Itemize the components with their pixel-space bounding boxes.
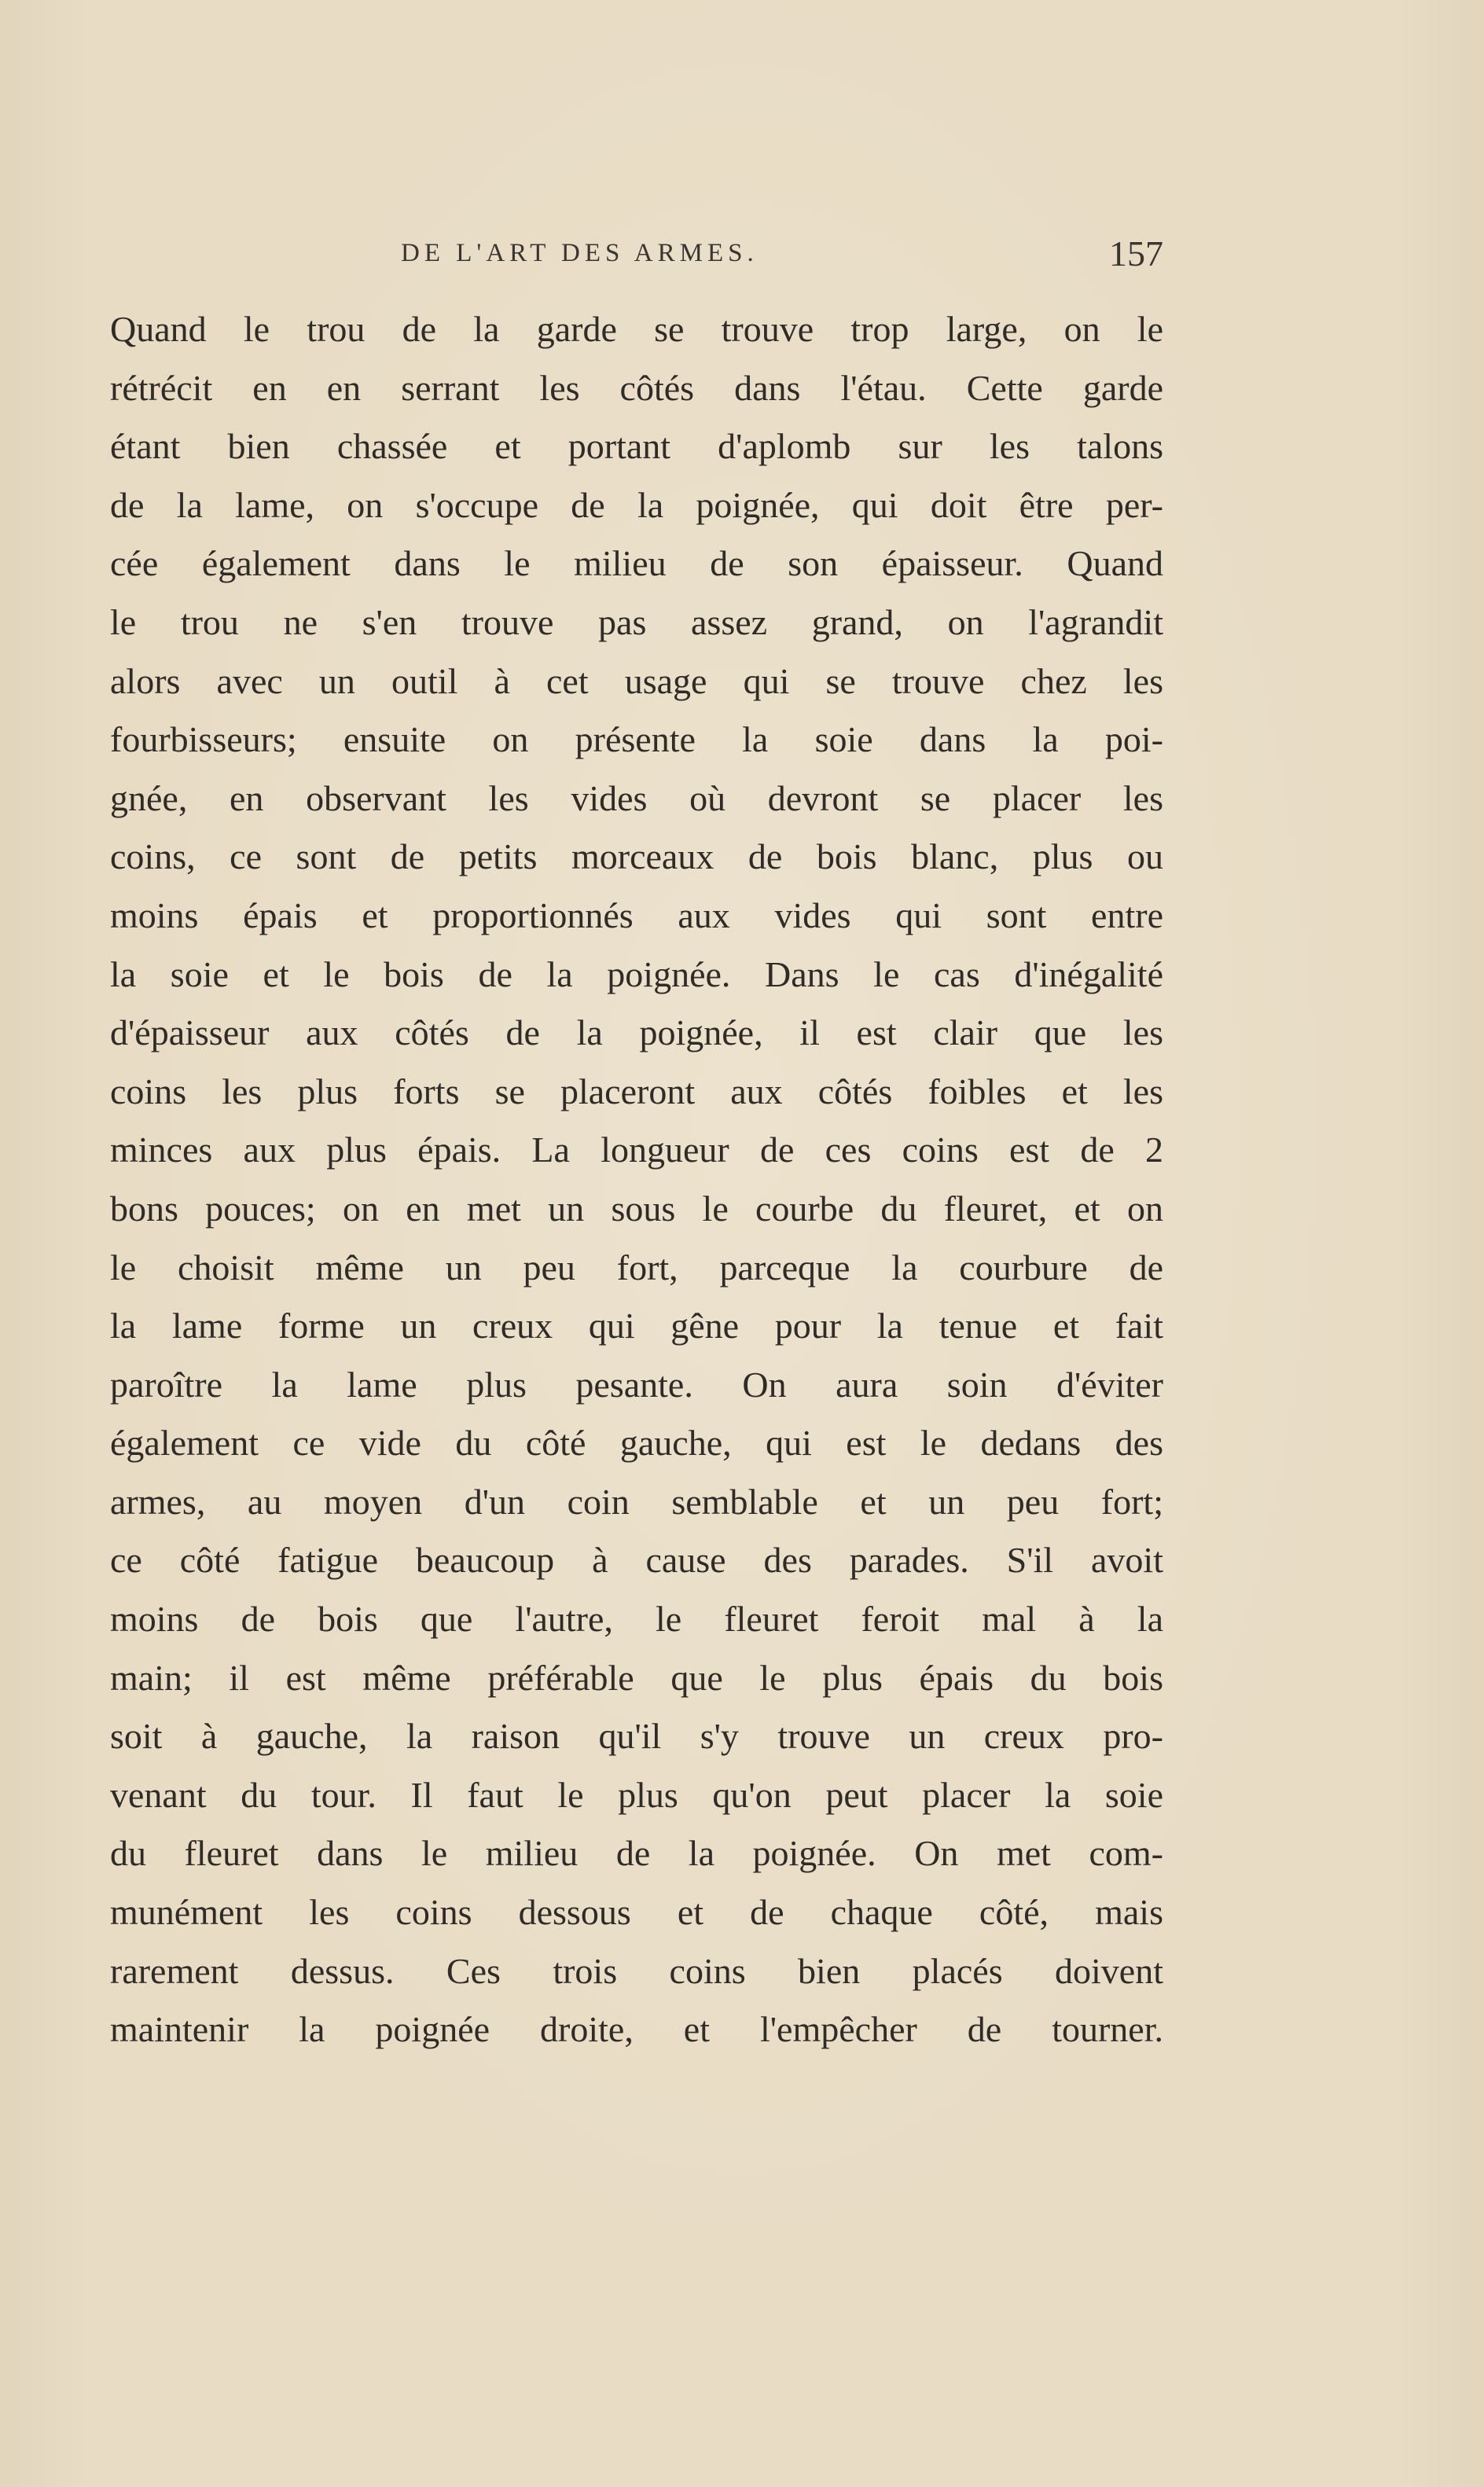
- text-line: également ce vide du côté gauche, qui est le dedans des: [110, 1423, 1163, 1464]
- text-line: du fleuret dans le milieu de la poignée. On met com-: [110, 1833, 1163, 1874]
- text-line: armes, au moyen d'un coin semblable et un peu fort;: [110, 1481, 1163, 1522]
- text-line: gnée, en observant les vides où devront se placer les: [110, 777, 1163, 818]
- text-line: coins les plus forts se placeront aux côtés foibles et les: [110, 1071, 1163, 1111]
- text-line: d'épaisseur aux côtés de la poignée, il est clair que les: [110, 1012, 1163, 1053]
- running-head: [110, 233, 1163, 280]
- text-line: munément les coins dessous et de chaque côté, mais: [110, 1892, 1163, 1933]
- text-line: alors avec un outil à cet usage qui se trouve chez les: [110, 660, 1163, 701]
- text-line: rarement dessus. Ces trois coins bien placés doivent: [110, 1950, 1163, 1991]
- text-line: bons pouces; on en met un sous le courbe du fleuret, et on: [110, 1188, 1163, 1229]
- text-line: cée également dans le milieu de son épaisseur. Quand: [110, 543, 1163, 584]
- text-line: de la lame, on s'occupe de la poignée, qui doit être per-: [110, 484, 1163, 525]
- text-line: minces aux plus épais. La longueur de ces coins est de 2: [110, 1130, 1163, 1170]
- text-line: venant du tour. Il faut le plus qu'on peut placer la soie: [110, 1774, 1163, 1815]
- text-line: étant bien chassée et portant d'aplomb sur les talons: [110, 426, 1163, 467]
- text-line: paroître la lame plus pesante. On aura soin d'éviter: [110, 1364, 1163, 1405]
- text-line: moins de bois que l'autre, le fleuret feroit mal à la: [110, 1599, 1163, 1640]
- body-text: [110, 300, 1163, 2059]
- text-line: la soie et le bois de la poignée. Dans le cas d'inégalité: [110, 953, 1163, 994]
- text-line: le trou ne s'en trouve pas assez grand, on l'agrandit: [110, 601, 1163, 642]
- text-line: moins épais et proportionnés aux vides qui sont entre: [110, 895, 1163, 935]
- text-line: le choisit même un peu fort, parceque la courbure de: [110, 1247, 1163, 1288]
- text-line: soit à gauche, la raison qu'il s'y trouve un creux pro-: [110, 1716, 1163, 1757]
- text-line: ce côté fatigue beaucoup à cause des parades. S'il avoit: [110, 1540, 1163, 1581]
- page-number: 157: [1109, 233, 1163, 274]
- text-line: fourbisseurs; ensuite on présente la soie dans la poi-: [110, 719, 1163, 760]
- text-line: maintenir la poignée droite, et l'empêcher de tourner.: [110, 2009, 1163, 2050]
- text-line: Quand le trou de la garde se trouve trop large, on le: [110, 309, 1163, 349]
- text-line: la lame forme un creux qui gêne pour la tenue et fait: [110, 1306, 1163, 1346]
- text-line: coins, ce sont de petits morceaux de bois blanc, plus ou: [110, 836, 1163, 877]
- text-line: rétrécit en en serrant les côtés dans l'étau. Cette garde: [110, 367, 1163, 408]
- running-head-title: DE L'ART DES ARMES.: [401, 239, 759, 267]
- text-line: main; il est même préférable que le plus épais du bois: [110, 1657, 1163, 1698]
